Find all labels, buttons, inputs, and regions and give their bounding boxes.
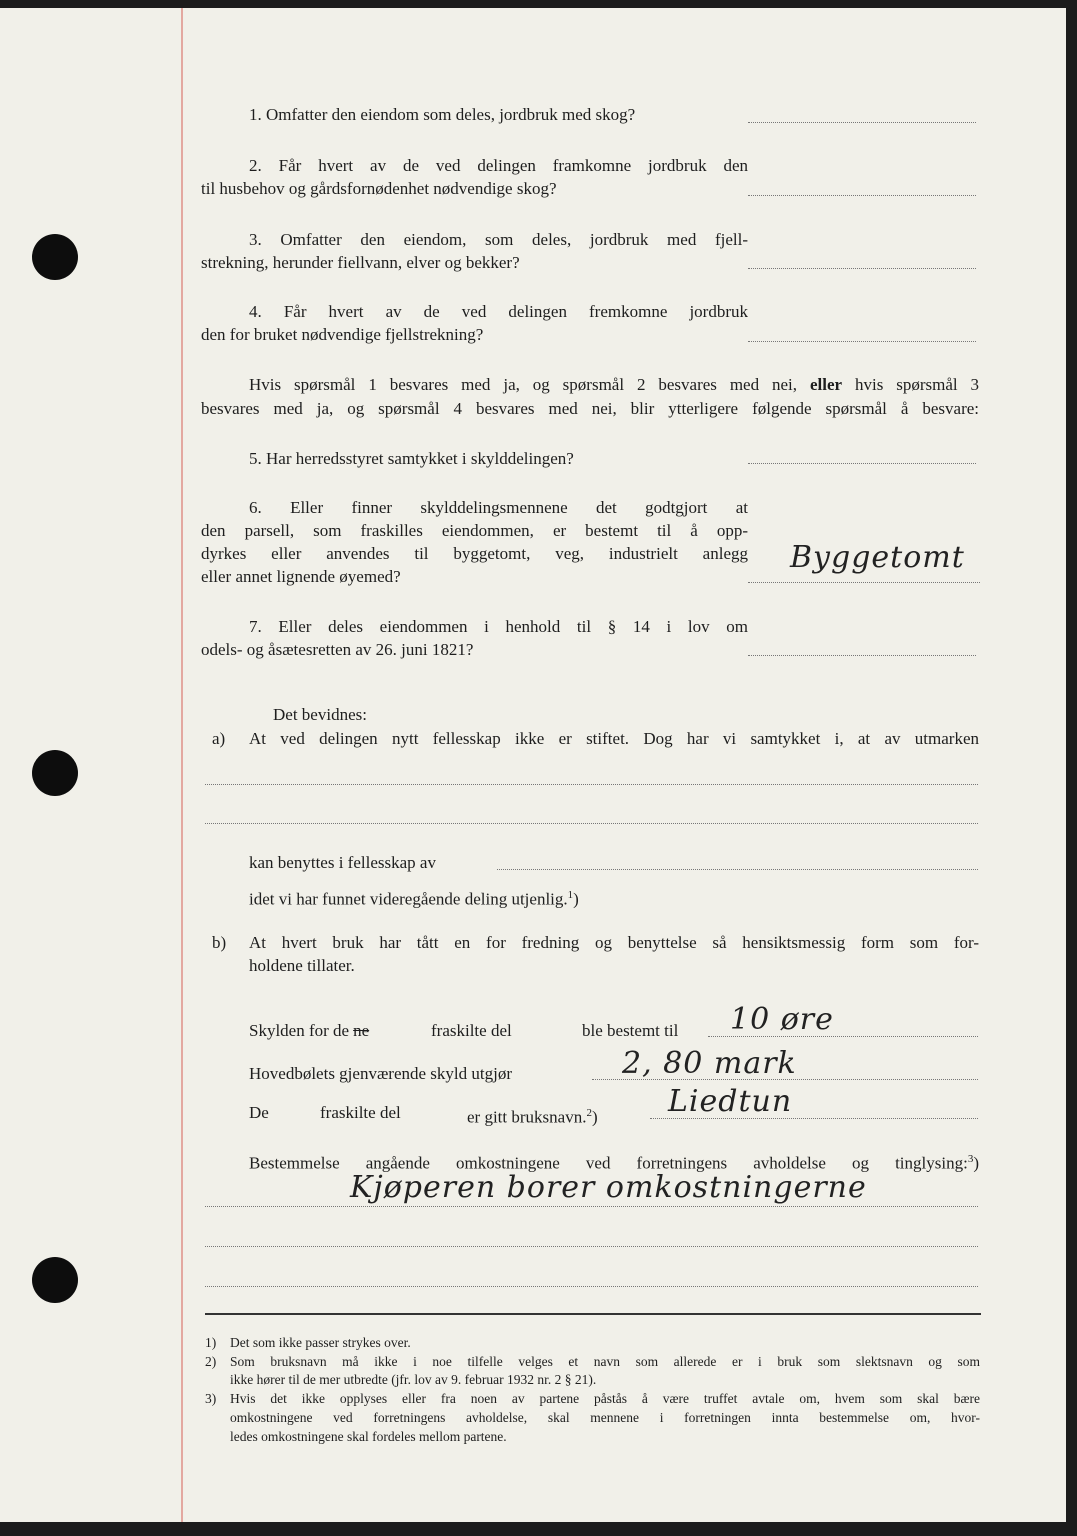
margin-rule	[181, 8, 183, 1522]
answer-line-4	[748, 341, 976, 342]
fraskilte-del-label: fraskilte del	[431, 1021, 512, 1040]
kan-benyttes-line	[497, 869, 978, 870]
bestemt-til-label: ble bestemt til	[582, 1021, 679, 1040]
item-b-line-2: holdene tillater.	[249, 956, 355, 975]
question-1: 1. Omfatter den eiendom som deles, jordbruk med skog?	[249, 105, 636, 124]
idet-text: idet vi har funnet videregående deling utjenlig.$^1$)	[249, 889, 579, 909]
bestemmelse-line-1	[205, 1206, 978, 1207]
footnote-3-line-2: omkostningene ved forretningens avholdelse, skal mennene i forretningen innta bestemmelse om, hvor-	[230, 1410, 980, 1425]
footnote-2-line-1: Som bruksnavn må ikke i noe tilfelle velges et navn som allerede er i bruk som slektsnavn og som	[230, 1354, 980, 1369]
footnote-1-mark: 1)	[205, 1335, 217, 1350]
blank-line-a-2	[205, 823, 978, 824]
hovedbol-line	[592, 1079, 978, 1080]
answer-line-7	[748, 655, 976, 656]
conditional-line-1: Hvis spørsmål 1 besvares med ja, og spørsmål 2 besvares med nei, eller hvis spørsmål 3	[249, 375, 980, 394]
handwritten-bestemmelse: Kjøperen borer omkostningerne	[350, 1170, 867, 1205]
handwritten-answer-6: Byggetomt	[790, 540, 965, 575]
bestemmelse-line-2	[205, 1246, 978, 1247]
footnote-1-text: Det som ikke passer strykes over.	[230, 1335, 411, 1350]
de-label: De	[249, 1103, 269, 1122]
question-2-line-1: 2. Får hvert av de ved delingen framkomne jordbruk den	[249, 156, 749, 175]
question-6-line-3: dyrkes eller anvendes til byggetomt, veg, industrielt anlegg	[201, 544, 748, 563]
bruksnavn-line	[650, 1118, 978, 1119]
question-6-line-4: eller annet lignende øyemed?	[201, 567, 401, 586]
bevidnes-heading: Det bevidnes:	[273, 705, 367, 724]
item-b-line-1: At hvert bruk har tått en for fredning og benyttelse så hensiktsmessig form som for-	[249, 933, 979, 952]
skylden-label: Skylden for de ne	[249, 1021, 370, 1040]
kan-benyttes-label: kan benyttes i fellesskap av	[249, 853, 436, 872]
question-7-line-2: odels- og åsætesretten av 26. juni 1821?	[201, 640, 474, 659]
answer-line-1	[748, 122, 976, 123]
question-5: 5. Har herredsstyret samtykket i skylddelingen?	[249, 449, 574, 468]
question-6-line-1: 6. Eller finner skylddelingsmennene det godtgjort at	[249, 498, 748, 517]
footnote-3-mark: 3)	[205, 1391, 217, 1406]
punch-hole-bottom	[32, 1257, 78, 1303]
bestemmelse-label: Bestemmelse angående omkostningene ved forretningens avholdelse og tinglysing:$^3$)	[249, 1153, 979, 1173]
question-6-line-2: den parsell, som fraskilles eiendommen, er bestemt til å opp-	[201, 521, 748, 540]
footnote-3-line-1: Hvis det ikke opplyses eller fra noen av partene påstås å være truffet avtale om, hvem som skal bære	[230, 1391, 980, 1406]
conditional-line-2: besvares med ja, og spørsmål 4 besvares med nei, blir ytterligere følgende spørsmål å besvare:	[201, 399, 979, 418]
question-7-line-1: 7. Eller deles eiendommen i henhold til § 14 i lov om	[249, 617, 749, 636]
hovedbol-label: Hovedbølets gjenværende skyld utgjør	[249, 1064, 512, 1083]
question-4-line-1: 4. Får hvert av de ved delingen fremkomne jordbruk	[249, 302, 749, 321]
punch-hole-top	[32, 234, 78, 280]
item-a-label: a)	[212, 729, 226, 748]
question-2-line-2: til husbehov og gårdsfornødenhet nødvendige skog?	[201, 179, 557, 198]
answer-line-3	[748, 268, 976, 269]
question-4-line-2: den for bruket nødvendige fjellstrekning?	[201, 325, 484, 344]
bruksnavn-label: er gitt bruksnavn.$^2$)	[467, 1107, 598, 1127]
handwritten-hovedbol: 2, 80 mark	[622, 1046, 797, 1081]
item-b-label: b)	[212, 933, 227, 952]
de-fraskilte-label: fraskilte del	[320, 1103, 401, 1122]
blank-line-a-1	[205, 784, 978, 785]
question-3-line-2: strekning, herunder fiellvann, elver og bekker?	[201, 253, 520, 272]
footnote-separator	[205, 1313, 981, 1315]
answer-line-2	[748, 195, 976, 196]
skyld-line	[708, 1036, 978, 1037]
footnote-2-line-2: ikke hører til de mer utbredte (jfr. lov av 9. februar 1932 nr. 2 § 21).	[230, 1372, 597, 1387]
answer-line-6	[748, 582, 980, 583]
bestemmelse-line-3	[205, 1286, 978, 1287]
handwritten-bruksnavn: Liedtun	[668, 1084, 793, 1119]
punch-hole-middle	[32, 750, 78, 796]
handwritten-skyld: 10 øre	[730, 1002, 834, 1037]
item-a-text: At ved delingen nytt fellesskap ikke er stiftet. Dog har vi samtykket i, at av utmarken	[249, 729, 979, 748]
footnote-3-line-3: ledes omkostningene skal fordeles mellom partene.	[230, 1429, 507, 1444]
question-3-line-1: 3. Omfatter den eiendom, som deles, jordbruk med fjell-	[249, 230, 749, 249]
answer-line-5	[748, 463, 976, 464]
footnote-2-mark: 2)	[205, 1354, 217, 1369]
